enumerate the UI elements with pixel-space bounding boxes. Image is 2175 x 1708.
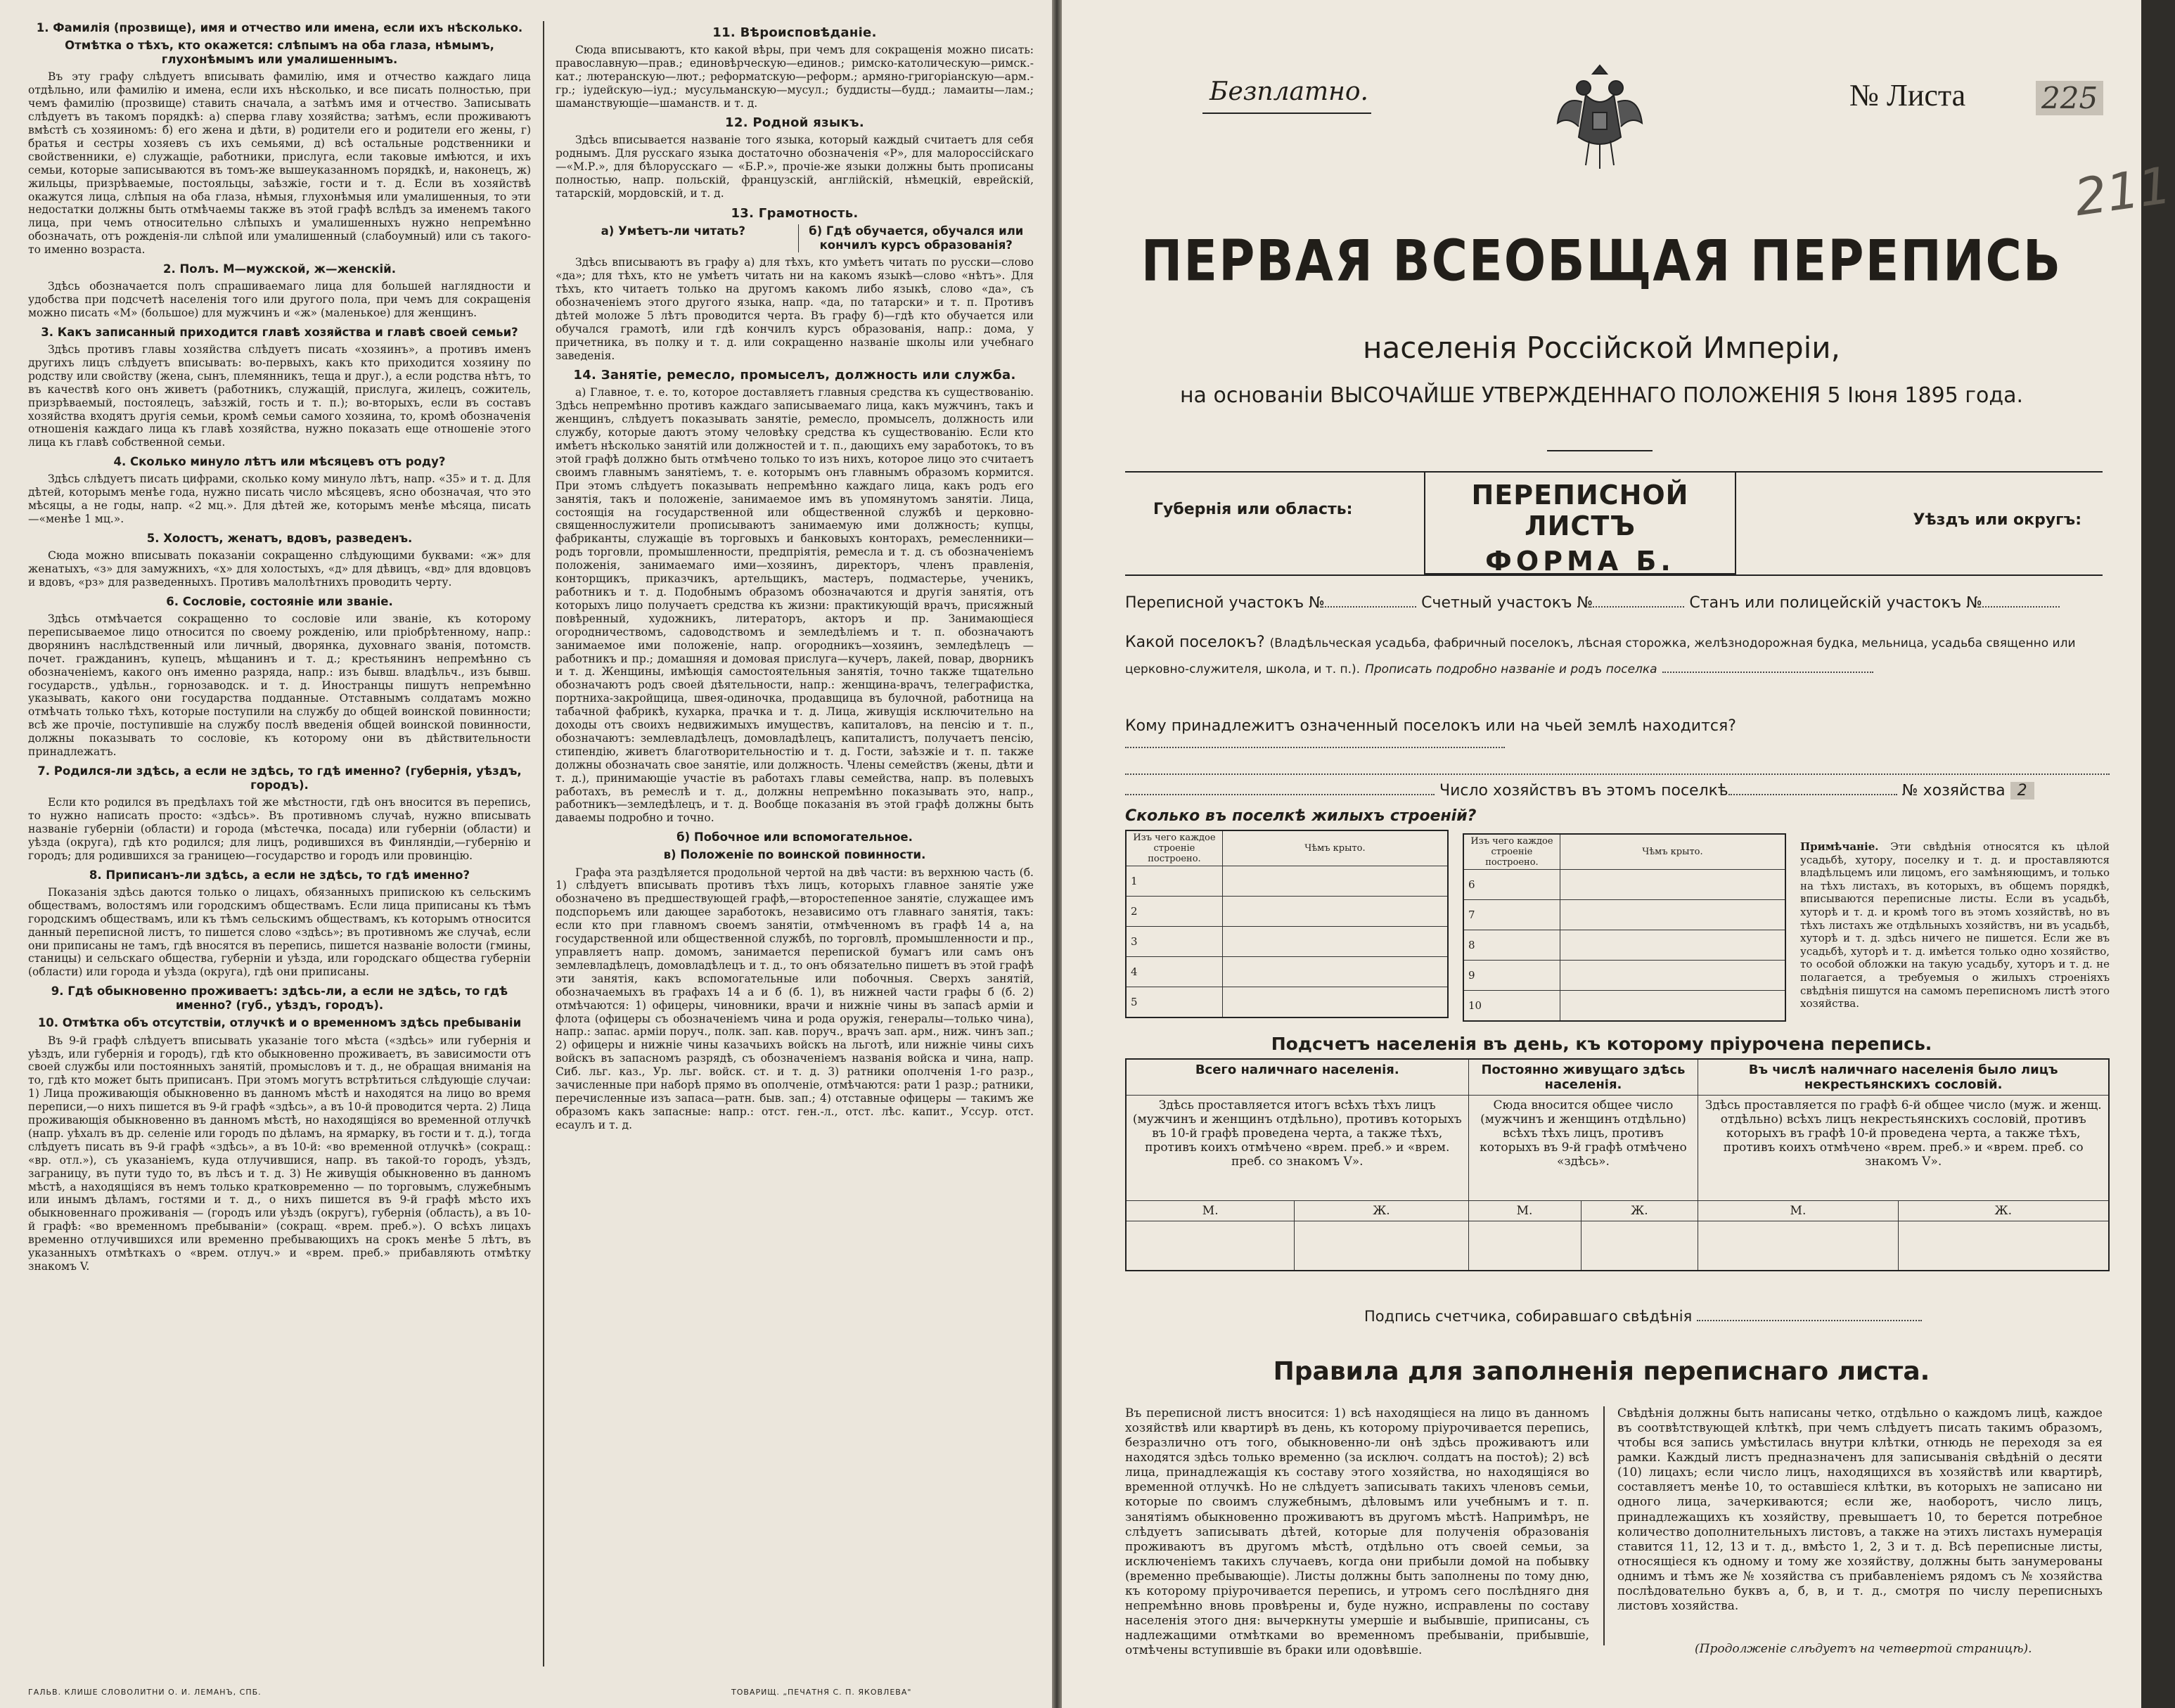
col-header-roof: Чѣмъ крыто. [1222, 830, 1448, 866]
roof-cell[interactable] [1222, 927, 1448, 957]
section-9-10 [28, 984, 531, 1273]
double-headed-eagle-icon [1554, 60, 1645, 172]
sheet-number-value: 225 [2036, 81, 2103, 115]
section-title: 3. Какъ записанный приходится главѣ хозяйства и главѣ своей семьи? [41, 325, 518, 339]
household-no-value: 2 [2010, 782, 2034, 800]
section-text: а) Главное, т. е. то, которое доставляетъ главныя средства къ существованію. Здѣсь непремѣнно противъ каждаго записываемаго лица, какъ мужчинъ, такъ и женщинъ, слѣдуетъ показывать занятіе, ремесло, промыселъ, должность или службу, которые даютъ этому человѣку средства къ существованію. Если кто имѣетъ нѣсколько занятій или должностей и т. п., дающихъ ему заработокъ, то въ этой графѣ должно быть отмѣчено только то изъ нихъ, которое лицо это считаетъ своимъ главнымъ занятіемъ, т. е. которымъ онъ главнымъ образомъ кормится. При этомъ слѣдуетъ показывать непремѣнно каждаго лица, какъ родъ его занятія, такъ и положеніе, занимаемое имъ въ упомянутомъ занятіи. Лица, состоящія на государственной или общественной службѣ и церковно-священнослужители прописываютъ занимаемую ими должность; купцы, фабриканты, служащіе въ торговыхъ и банковыхъ конторахъ, ремесленники—родъ торговли, промышленности, предпріятія, ремесла и т. д. съ обозначеніемъ положенія, занимаемаго ими—хозяинъ, директоръ, членъ правленія, конторщикъ, приказчикъ, артельщикъ, мастеръ, подмастерье, ученикъ, работникъ и т. д. Подобнымъ образомъ обозначаются и другія занятія, отъ которыхъ лицо получаетъ средства къ жизни: практикующій врачъ, присяжный повѣренный, художникъ, литераторъ, акторъ и пр. Занимающіеся огородничествомъ, садоводствомъ и земледѣліемъ и т. п. обозначаютъ занимаемое ими положеніе, напр. огородникъ—хозяинъ, земледѣлецъ — работникъ и пр.; домашняя и домовая прислуга—кучеръ, лакей, повар, дворникъ и т. д. Женщины, имѣющія самостоятельныя занятія, точно также тщательно обозначаютъ родъ своей дѣятельности, напр.: женщина-врачъ, телеграфистка, портниха-закройщица, швея-одиночка, продавщица въ булочной, работница на табачной фабрикѣ, кухарка, прачка и т. д. Лица, живущія исключительно на доходы отъ своихъ недвижимыхъ имуществъ, капиталовъ, на пенсію и т. п., обозначаютъ: землевладѣлецъ, домовладѣлецъ, капиталистъ, получаетъ пенсію, стипендію, живетъ благотворительностію и т. д. Гости, заѣзжіе и т. п. также должны обозначать свое занятіе, или должность. Члены семействъ (жены, дѣти и т. д.), принимающіе участіе въ работахъ главы семейства, напр. въ полевыхъ работахъ, въ ремеслѣ и т. д., должны непремѣнно показывать это, напр., работникъ—земледѣлецъ, и т. д. Вообще показанія въ этой графѣ должны быть даваемы подробно и точно. [556, 386, 1034, 825]
section-13 [556, 206, 1034, 362]
households-field[interactable] [1728, 794, 1897, 795]
section-2 [28, 262, 531, 320]
printer-credit-left: ГАЛЬВ. КЛИШЕ СЛОВОЛИТНИ О. И. ЛЕМАНЪ, СПБ. [28, 1688, 262, 1697]
right-page [1062, 0, 2175, 1708]
header-non-peasant: Въ числѣ наличнаго населенія было лицъ некрестьянскихъ сословій. [1698, 1059, 2109, 1096]
section-title-2: в) Положеніе по воинской повинности. [663, 848, 926, 862]
table-row [1463, 870, 1785, 900]
section-title: 12. Родной языкъ. [725, 115, 864, 131]
uezd-label: Уѣздъ или округъ: [1913, 511, 2081, 529]
col-male: М. [1126, 1201, 1295, 1221]
section-title: 1. Фамилія (прозвище), имя и отчество или имена, если ихъ нѣсколько. [36, 21, 523, 34]
households-label: Число хозяйствъ въ этомъ поселкѣ [1439, 782, 1728, 800]
table-row [1463, 961, 1785, 991]
pencil-archive-number: 211 [2070, 155, 2175, 228]
section-1 [28, 21, 531, 257]
table-row [1126, 927, 1448, 957]
section-subtitle: Отмѣтка о тѣхъ, кто окажется: слѣпымъ на оба глаза, нѣмымъ, глухонѣмымъ или умалишеннымъ. [65, 39, 494, 67]
table-row [1126, 897, 1448, 927]
row-number: 10 [1463, 991, 1560, 1022]
underline [1202, 113, 1371, 114]
page-title: ПЕРВАЯ ВСЕОБЩАЯ ПЕРЕПИСЬ [1141, 227, 2062, 295]
roof-cell[interactable] [1222, 866, 1448, 897]
section-title: 5. Холостъ, женатъ, вдовъ, разведенъ. [146, 532, 413, 546]
rules-left-column: Въ переписной листъ вносится: 1) всѣ находящіеся на лицо въ данномъ хозяйствѣ или квартирѣ въ день, къ которому пріурочивается перепись, безразлично отъ того, обыкновенно-ли онѣ здѣсь проживаютъ или находятся здѣсь только временно (за исключ. солдатъ на постоѣ); 2) всѣ лица, принадлежащія къ составу этого хозяйства, но находящіяся во временной отлучкѣ. Но не слѣдуетъ записывать такихъ членовъ семьи, которые по своимъ служебнымъ, дѣловымъ или учебнымъ и т. п. занятіямъ обыкновенно проживаютъ въ другомъ мѣстѣ. Напримѣръ, не слѣдуетъ записывать дѣтей, которые для полученія образованія проживаютъ въ другомъ мѣстѣ, отдѣльно отъ своей семьи, за исключеніемъ такихъ случаевъ, когда они прибыли домой на побывку (временно пребывающіе). Листы должны быть заполнены по тому дню, къ которому пріурочивается перепись, и утромъ сего послѣдняго дня непремѣнно вновь провѣрены и, буде нужно, исправлены по составу населенія этого дня: вычеркнуты умершіе и выбывшіе, приписаны, съ надлежащими отмѣтками во временномъ пребываніи, прибывшіе, отмѣчены вступившіе въ браки или одовѣвшіе. [1125, 1406, 1589, 1658]
roof-cell[interactable] [1560, 900, 1785, 930]
section-text: Здѣсь обозначается полъ спрашиваемаго лица для большей наглядности и удобства при подсчетѣ населенія того или другого пола, при чемъ для сокращенія можно писать «М» (большое) для мужчинъ и «ж» (маленькое) для женщинъ. [28, 280, 531, 319]
section-text: Здѣсь противъ главы хозяйства слѣдуетъ писать «хозяинъ», а противъ именъ другихъ лицъ слѣдуетъ вписывать: во-первыхъ, какъ кто приходится хозяину по родству или свойству (жена, сынъ, племянникъ, теща и друг.), а если родства нѣтъ, то въ качествѣ кого онъ живетъ (работникъ, служащій, прислуга, жилецъ, сожитель, призрѣваемый, постоялецъ, заѣзжій, гость и т. п.); во-вторыхъ, если въ составъ хозяйства входятъ другія семьи, кромѣ семьи самого хозяина, то, кромѣ обозначенія отношенія каждаго лица къ главѣ хозяйства, нужно показать еще отношеніе этого лица къ главѣ собственной семьи. [28, 343, 531, 449]
row-number: 7 [1463, 900, 1560, 930]
printer-credit-right: ТОВАРИЩ. „ПЕЧАТНЯ С. П. ЯКОВЛЕВА" [731, 1688, 912, 1697]
section-text: Показанія здѣсь даются только о лицахъ, обязанныхъ припискою къ сельскимъ обществамъ, волостямъ или городскимъ обществамъ. Если лица приписаны къ тѣмъ городскимъ обществамъ, или къ тѣмъ сельскимъ обществамъ, къ которымъ относится данный переписной листъ, то пишется слово «здѣсь»; въ противномъ же случаѣ, если они приписаны не тамъ, гдѣ вносятся въ перепись, пишется названіе волости (гмины, станицы) и сельскаго общества, губерніи и уѣзда, или городскаго общества губерніи (области) или города и уѣзда (округа), гдѣ они приписаны. [28, 885, 531, 979]
population-count-title: Подсчетъ населенія въ день, къ которому пріурочена перепись. [1271, 1034, 1932, 1054]
roof-cell[interactable] [1222, 957, 1448, 987]
precinct-field[interactable] [1325, 606, 1416, 608]
section-14b [556, 830, 1034, 1131]
page-subtitle: населенія Россійской Имперіи, [1363, 330, 1840, 365]
value-cell[interactable] [1295, 1221, 1468, 1271]
buildings-table-right [1463, 833, 1786, 1022]
households-row [1125, 782, 2110, 800]
section-text: Графа эта раздѣляется продольной чертой на двѣ части: въ верхнюю часть (б. 1) слѣдуетъ вписывать противъ тѣхъ лицъ, которыхъ главное занятіе уже обозначено въ предшествующей графѣ,—второстепенное занятіе, служащее имъ подспорьемъ или дающее заработокъ, независимо отъ главнаго занятія, такъ: если кто при главномъ своемъ занятіи, отмѣченномъ въ графѣ 14 а, на государственной или общественной службѣ, по торговлѣ, промышленности и пр., управляетъ напр. домомъ, занимается перепиской бумагъ или самъ онъ землевладѣлецъ, домовладѣлецъ и т. д., то онъ обязательно пишетъ въ этой графѣ эти занятія, какъ вспомогательные или побочныя. Сверхъ занятій, обозначаемыхъ въ графахъ 14 а и б (б. 1), въ нижней части графы б (б. 2) отмѣчаются: 1) офицеры, чиновники, врачи и нижніе чины въ запасѣ арміи и флота (офицеры съ обозначеніемъ чина и рода оружія, генералы—только чина), напр.: запас. арміи поруч., полк. зап. кав. поруч., врачъ зап. арм., ниж. чинъ зап.; 2) офицеры и нижніе чины казачьихъ войскъ на льготѣ, или нижніе чины сихъ войскъ въ запасномъ разрядѣ, съ обозначеніемъ названія войска и чина, напр. Сиб. льг. каз., Ур. льг. войск. ст. и т. д. 3) ратники ополченія 1-го разр., зачисленные при наборѣ прямо въ ополченіе, отмѣчаются: рати 1 разр.; ратники, перечисленные изъ запаса—ратн. быв. зап.; 4) отставные офицеры — такимъ же образомъ какъ запасные: напр.: отст. ген.-л., отст. лѣс. капит., Уссур. отст. есаулъ и т. д. [556, 866, 1034, 1131]
form-title-box [1424, 471, 1736, 577]
owner-field-line-2[interactable] [1125, 752, 2110, 775]
section-text: Если кто родился въ предѣлахъ той же мѣстности, гдѣ онъ вносится въ перепись, то нужно написать просто: «здѣсь». Въ противномъ случаѣ, нужно вписывать названіе губерніи (области) и города (мѣстечка, посада) или губерніи (области) и уѣзда (округа), гдѣ кто родился; для лицъ, родившихся въ Финляндіи,—губернію и городъ; для родившихся за границею—государство и городъ или провинцію. [28, 796, 531, 862]
section-text: Здѣсь отмѣчается сокращенно то сословіе или званіе, къ которому переписываемое лицо относится по своему рожденію, или пріобрѣтенному, напр.: дворянинъ наслѣдственный или личный, дворянка, духовнаго званія, потомств. почет. гражданинъ, купецъ, мѣщанинъ и т. д.; крестьянинъ непремѣнно съ обозначеніемъ, какого онъ именно разряда, напр.: изъ бывш. владѣльч., изъ бывш. государств., удѣльн., горнозаводск. и т. д. Иностранцы пишутъ непремѣнно указывать, какого они государства подданные. Отставнымъ солдатамъ можно отмѣчать только тѣхъ, которые поступили на службу до общей воинской повинности; всѣ же прочіе, поступившіе на службу послѣ введенія общей воинской повинности, должны показывать то сословіе, къ которому они въ дѣйствительности принадлежатъ. [28, 612, 531, 759]
count-precinct-label: Счетный участокъ № [1421, 594, 1593, 612]
owner-field[interactable] [1125, 747, 1505, 748]
section-4 [28, 455, 531, 526]
section-title: 4. Сколько минуло лѣтъ или мѣсяцевъ отъ роду? [113, 455, 446, 469]
row-number: 5 [1126, 987, 1222, 1018]
form-type: ФОРМА Б. [1485, 546, 1675, 577]
section-8 [28, 868, 531, 979]
row-number: 6 [1463, 870, 1560, 900]
section-title: 13. Грамотность. [731, 205, 859, 221]
free-label: Безплатно. [1210, 77, 1368, 106]
roof-cell[interactable] [1560, 961, 1785, 991]
row-number: 1 [1126, 866, 1222, 897]
section-title: б) Побочное или вспомогательное. [676, 830, 913, 845]
owner-label: Кому принадлежитъ означенный поселокъ или на чьей землѣ находится? [1125, 717, 1736, 735]
row-number: 4 [1126, 957, 1222, 987]
section-3 [28, 326, 531, 449]
section-title: 11. Вѣроисповѣданіе. [712, 25, 877, 40]
owner-row [1125, 717, 2110, 779]
section-text: Сюда вписываютъ, кто какой вѣры, при чемъ для сокращенія можно писать: православную—прав.; единовѣрческую—единов.; римско-католическую—римск.-кат.; лютеранскую—лют.; реформатскую—реформ.; армяно-григоріанскую—арм.-гр.; іудейскую—іуд.; мусульманскую—мусул.; буддисты—будд.; ламаиты—лам.; шаманствующіе—шаманств. и т. д. [556, 43, 1034, 110]
desc-non-peasant: Здѣсь проставляется по графѣ 6-й общее число (муж. и женщ. отдѣльно) всѣхъ лицъ некрестьянскихъ сословій, противъ которыхъ въ графѣ 10-й проведена черта, а также тѣхъ, противъ коихъ отмѣчено «врем. преб.» и «врем. преб. со знакомъ V». [1698, 1096, 2109, 1201]
value-cell[interactable] [1468, 1221, 1581, 1271]
section-title-2: 10. Отмѣтка объ отсутствіи, отлучкѣ и о временномъ здѣсь пребываніи [37, 1016, 522, 1030]
precinct-label: Переписной участокъ № [1125, 594, 1326, 612]
settlement-field[interactable] [1662, 672, 1873, 673]
left-page [0, 0, 1052, 1708]
row-number: 8 [1463, 930, 1560, 961]
precinct-row [1125, 594, 2110, 612]
col-female: Ж. [1898, 1201, 2109, 1221]
row-number: 2 [1126, 897, 1222, 927]
row-number: 3 [1126, 927, 1222, 957]
buildings-question: Сколько въ поселкѣ жилыхъ строеній? [1125, 807, 1477, 825]
section-text: Въ эту графу слѣдуетъ вписывать фамилію, имя и отчество каждаго лица отдѣльно, или фамилію и имена, если ихъ нѣсколько, и все писать полностью, при чемъ фамилію (прозвище) ставить сначала, а затѣмъ имя и отчество. Записывать слѣдуетъ въ такомъ порядкѣ: а) сперва главу хозяйства; затѣмъ, если проживаютъ вмѣстѣ съ хозяиномъ: б) его жена и дѣти, в) родители его и родители его жены, г) братья и сестры хозяевъ съ ихъ семьями, д) всѣ остальные родственники и свойственники, е) служащіе, работники, прислуга, если таковые имѣются, и ихъ семьи, которые записываются въ томъ-же вышеуказанномъ порядкѣ, и, наконецъ, ж) жильцы, призрѣваемые, постояльцы, заѣзжіе, гости и т. д. Если въ хозяйствѣ окажутся лица, слѣпыя на оба глаза, нѣмыя, глухонѣмыя или умалишенныя, то эти недостатки должны быть отмѣчаемы также въ этой графѣ вслѣдъ за именемъ такого лица, при чемъ относительно слѣпыхъ и умалишенныхъ нужно непремѣнно обозначать, отъ рожденія-ли слѣпой или умалишенный (слабоумный) или съ такого-то именно возраста. [28, 70, 531, 257]
section-title: 8. Приписанъ-ли здѣсь, а если не здѣсь, то гдѣ именно? [89, 868, 470, 882]
desc-total: Здѣсь проставляется итогъ всѣхъ тѣхъ лицъ (мужчинъ и женщинъ отдѣльно), противъ которыхъ въ 10-й графѣ проведена черта, а также тѣхъ, противъ коихъ отмѣчено «врем. преб.» и «врем. преб. со знакомъ V». [1126, 1096, 1468, 1201]
col-male: М. [1698, 1201, 1898, 1221]
district-label: Станъ или полицейскій участокъ № [1689, 594, 1983, 612]
section-12 [556, 115, 1034, 200]
section-text: Здѣсь вписывается названіе того языка, который каждый считаетъ для себя роднымъ. Для русскаго языка достаточно обозначенія «Р», для малороссійскаго—«М.Р.», для бѣлорусскаго — «Б.Р.», прочіе-же языки должны быть прописаны полностью, напр. польскій, французскій, англійскій, нѣмецкій, еврейскій, татарскій, мордовскій, и т. д. [556, 134, 1034, 200]
table-row [1126, 957, 1448, 987]
col-header-roof: Чѣмъ крыто. [1560, 834, 1785, 870]
section-6 [28, 595, 531, 759]
table-row [1463, 900, 1785, 930]
section-text: Здѣсь слѣдуетъ писать цифрами, сколько кому минуло лѣтъ, напр. «35» и т. д. Для дѣтей, которымъ менѣе года, нужно писать число мѣсяцевъ, ясно обозначая, что это мѣсяцы, а не годы, напр. «2 мц.». Для дѣтей же, которымъ менѣе мѣсяца, писать—«менѣе 1 мц.». [28, 473, 531, 526]
signature-label: Подпись счетчика, собиравшаго свѣдѣнія [1364, 1308, 1693, 1325]
household-no-label: № хозяйства [1901, 782, 2006, 800]
signature-row [1364, 1308, 1922, 1325]
roof-cell[interactable] [1222, 987, 1448, 1018]
book-gutter [1052, 0, 1062, 1708]
settlement-note: (Владѣльческая усадьба, фабричный поселокъ, лѣсная сторожка, желѣзнодорожная будка, мельница, усадьба священно или церковно-служителя, школа, и т. п.). [1125, 636, 2076, 677]
section-text: Въ 9-й графѣ слѣдуетъ вписывать указаніе того мѣста («здѣсь» или губернія и уѣздъ, или губернія и городъ), гдѣ кто обыкновенно проживаетъ, въ зависимости отъ своей службы или постоянныхъ занятій, промысловъ и т. д., не обращая вниманія на то, гдѣ кто может быть приписанъ. При этомъ могутъ встрѣтиться слѣдующіе случаи: 1) Лица проживающія обыкновенно въ данномъ мѣстѣ и находятся на лицо во время переписи,—о нихъ пишется въ 9-й графѣ «здѣсь», а въ 10-й проводится черта. 2) Лица проживающія обыкновенно въ данномъ мѣстѣ, но находящіяся во временной отлучкѣ (напр. уѣхалъ въ др. селеніе или городъ по дѣламъ, на ярмарку, въ гости и т. д.), тогда слѣдуетъ писать въ 9-й графѣ «здѣсь», а въ 10-й: «во временной отлучкѣ» (сокращ.: «вр. отл.»), съ указаніемъ, куда отлучившися, напр. въ такой-то городъ, уѣздъ, заграницу, въ пути тудо то, въ лѣсъ и т. д. 3) Не живущія обыкновенно въ данномъ мѣстѣ, а находящіяся въ немъ только кратковременно — по торговымъ, служебнымъ или инымъ дѣламъ, гостями и т. д., о нихъ пишется въ 9-й графѣ мѣсто ихъ обыкновеннаго проживанія — (городъ или уѣздъ (округъ), губернія (область), а въ 10-й графѣ: «во временномъ пребываніи» (сокращ. «врем. преб.»). О всѣхъ лицахъ временно отлучившихся или временно пребывающихъ на срокъ менѣе 5 лѣтъ, въ указанныхъ отмѣткахъ о «врем. отлуч.» и «врем. преб.» прибавляють отмѣтку знакомъ V. [28, 1034, 531, 1273]
rules-title: Правила для заполненія переписнаго листа. [1273, 1357, 1930, 1386]
households-pre-field[interactable] [1125, 794, 1435, 795]
district-field[interactable] [1982, 606, 2060, 608]
column-divider [1603, 1406, 1605, 1645]
roof-cell[interactable] [1560, 870, 1785, 900]
section-5 [28, 532, 531, 589]
population-table [1125, 1058, 2110, 1271]
settlement-label: Какой поселокъ? [1125, 634, 1265, 651]
roof-cell[interactable] [1560, 991, 1785, 1022]
section-title: 9. Гдѣ обыкновенно проживаетъ: здѣсь-ли, а если не здѣсь, то гдѣ именно? (губ., уѣздъ, городъ). [51, 984, 508, 1013]
col-female: Ж. [1295, 1201, 1468, 1221]
sheet-number-label: № Листа [1849, 78, 1966, 113]
settlement-row [1125, 629, 2110, 682]
value-cell[interactable] [1898, 1221, 2109, 1271]
col-header-material: Изъ чего каждое строеніе построено. [1463, 834, 1560, 870]
section-title: 14. Занятіе, ремесло, промыселъ, должность или служба. [573, 368, 1016, 383]
section-14 [556, 368, 1034, 825]
header-permanent: Постоянно живущаго здѣсь населенія. [1468, 1059, 1698, 1096]
guberniya-label: Губернія или область: [1153, 501, 1353, 518]
count-precinct-field[interactable] [1593, 606, 1684, 608]
note-text: Эти свѣдѣнія относятся къ цѣлой усадьбѣ, хутору, поселку и т. д. и проставляются владѣльцемъ или лицомъ, его замѣняющимъ, и только на тѣхъ листахъ, въ которыхъ, въ общемъ порядкѣ, вписываются переписные листы. Если въ усадьбѣ, хуторѣ и т. д. и кромѣ того въ этомъ хозяйствѣ, но въ тѣхъ листахъ же отдѣльныхъ хозяйствъ, ни въ усадьбѣ, хуторѣ и т. д. здѣсь ничего не пишется. Если же въ усадьбѣ, хуторѣ и т. д. имѣется только одно хозяйство, то особой обложки на такую усадьбу, хуторъ и т. д. не полагается, а требуемыя о жилыхъ строеніяхъ свѣдѣнія пишутся на самомъ переписномъ листѣ этого хозяйства. [1800, 840, 2110, 1010]
continuation-note: (Продолженіе слѣдуетъ на четвертой страницѣ). [1695, 1642, 2032, 1656]
instructions-column-1 [28, 21, 531, 1279]
section-11 [556, 25, 1034, 110]
subhead-a: а) Умѣетъ-ли читать? [601, 224, 745, 238]
roof-cell[interactable] [1560, 930, 1785, 961]
col-female: Ж. [1581, 1201, 1698, 1221]
note-label: Примѣчаніе. [1800, 840, 1879, 853]
rules-right-column: Свѣдѣнія должны быть написаны четко, отдѣльно о каждомъ лицѣ, каждое въ соотвѣтствующей клѣткѣ, при чемъ слѣдуетъ писать такимъ образомъ, чтобы вся запись умѣстилась внутри клѣтки, отнюдь не переходя за ея рамки. Каждый листъ предназначенъ для записыванія свѣдѣній о десяти (10) лицахъ; если число лицъ, находящихся въ хозяйствѣ или квартирѣ, составляетъ менѣе 10, то оставшіеся клѣтки, въ которыхъ не записано ни одного лица, зачеркиваются; если же, наоборотъ, число лицъ, принадлежащихъ къ хозяйству, превышаетъ 10, то берется потребное количество дополнительныхъ листовъ, а также на этихъ листахъ нумерація ставится 11, 12, 13 и т. д., вмѣсто 1, 2, 3 и т. д. Всѣ переписные листы, относящіеся къ одному и тому же хозяйству, должны быть занумерованы однимъ и тѣмъ же № хозяйства съ прибавленіемъ рядомъ съ № хозяйства послѣдовательно буквъ а, б, в, и т. д., смотря по числу переписныхъ листовъ хозяйства. [1617, 1406, 2103, 1614]
value-cell[interactable] [1698, 1221, 1898, 1271]
section-title: 2. Полъ. М—мужской, ж—женскій. [163, 262, 396, 276]
section-text: Сюда можно вписывать показаніи сокращенно слѣдующими буквами: «ж» для женатыхъ, «з» для замужнихъ, «х» для холостыхъ, «д» для дѣвицъ, «вд» для вдовцовъ и вдовъ, «рз» для разведенныхъ. Противъ малолѣтнихъ проводить черту. [28, 549, 531, 589]
legal-basis: на основаніи ВЫСОЧАЙШЕ УТВЕРЖДЕННАГО ПОЛОЖЕНІЯ 5 Іюня 1895 года. [1179, 383, 2024, 408]
instructions-column-2 [556, 21, 1034, 1138]
row-number: 9 [1463, 961, 1560, 991]
value-cell[interactable] [1126, 1221, 1295, 1271]
col-male: М. [1468, 1201, 1581, 1221]
subhead-b: б) Гдѣ обучается, обучался или кончилъ курсъ образованія? [798, 224, 1034, 252]
value-cell[interactable] [1581, 1221, 1698, 1271]
form-title: ПЕРЕПИСНОЙ ЛИСТЪ [1471, 480, 1689, 541]
col-header-material: Изъ чего каждое строеніе построено. [1126, 830, 1222, 866]
section-title: 7. Родился-ли здѣсь, а если не здѣсь, то гдѣ именно? (губернія, уѣздъ, городъ). [37, 764, 522, 792]
table-row [1463, 930, 1785, 961]
table-row [1126, 866, 1448, 897]
table-row [1126, 987, 1448, 1018]
note-block [1800, 840, 2110, 1010]
column-divider [543, 21, 544, 1667]
form-header-box [1125, 471, 2103, 576]
section-7 [28, 764, 531, 863]
divider [1547, 450, 1653, 451]
settlement-hint: Прописать подробно названіе и родъ поселка [1365, 662, 1657, 677]
header-total: Всего наличнаго населенія. [1126, 1059, 1468, 1096]
desc-permanent: Сюда вносится общее число (мужчинъ и женщинъ отдѣльно) всѣхъ тѣхъ лицъ, противъ которыхъ въ 9-й графѣ отмѣчено «здѣсь». [1468, 1096, 1698, 1201]
literacy-subheads [556, 224, 1034, 256]
section-text: Здѣсь вписываютъ въ графу а) для тѣхъ, кто умѣетъ читать по русски—слово «да»; для тѣхъ, кто не умѣетъ читать ни на какомъ языкѣ—слово «нѣтъ». Для тѣхъ, кто читаетъ только на другомъ какомъ либо языкѣ, слово «да», съ обозначеніемъ этого другого языка, напр. «да, по татарски» и т. п. Противъ дѣтей моложе 5 лѣтъ проводится черта. Въ графу б)—гдѣ кто обучается или обучался грамотѣ, или гдѣ кончилъ курсъ образованія, напр.: дома, у причетника, въ полку и т. д. или сокращенно названіе школы или учебнаго заведенія. [556, 256, 1034, 362]
section-title: 6. Сословіе, состояніе или званіе. [166, 594, 393, 608]
roof-cell[interactable] [1222, 897, 1448, 927]
signature-field[interactable] [1697, 1320, 1922, 1321]
buildings-table-left [1125, 830, 1449, 1018]
table-row [1463, 991, 1785, 1022]
